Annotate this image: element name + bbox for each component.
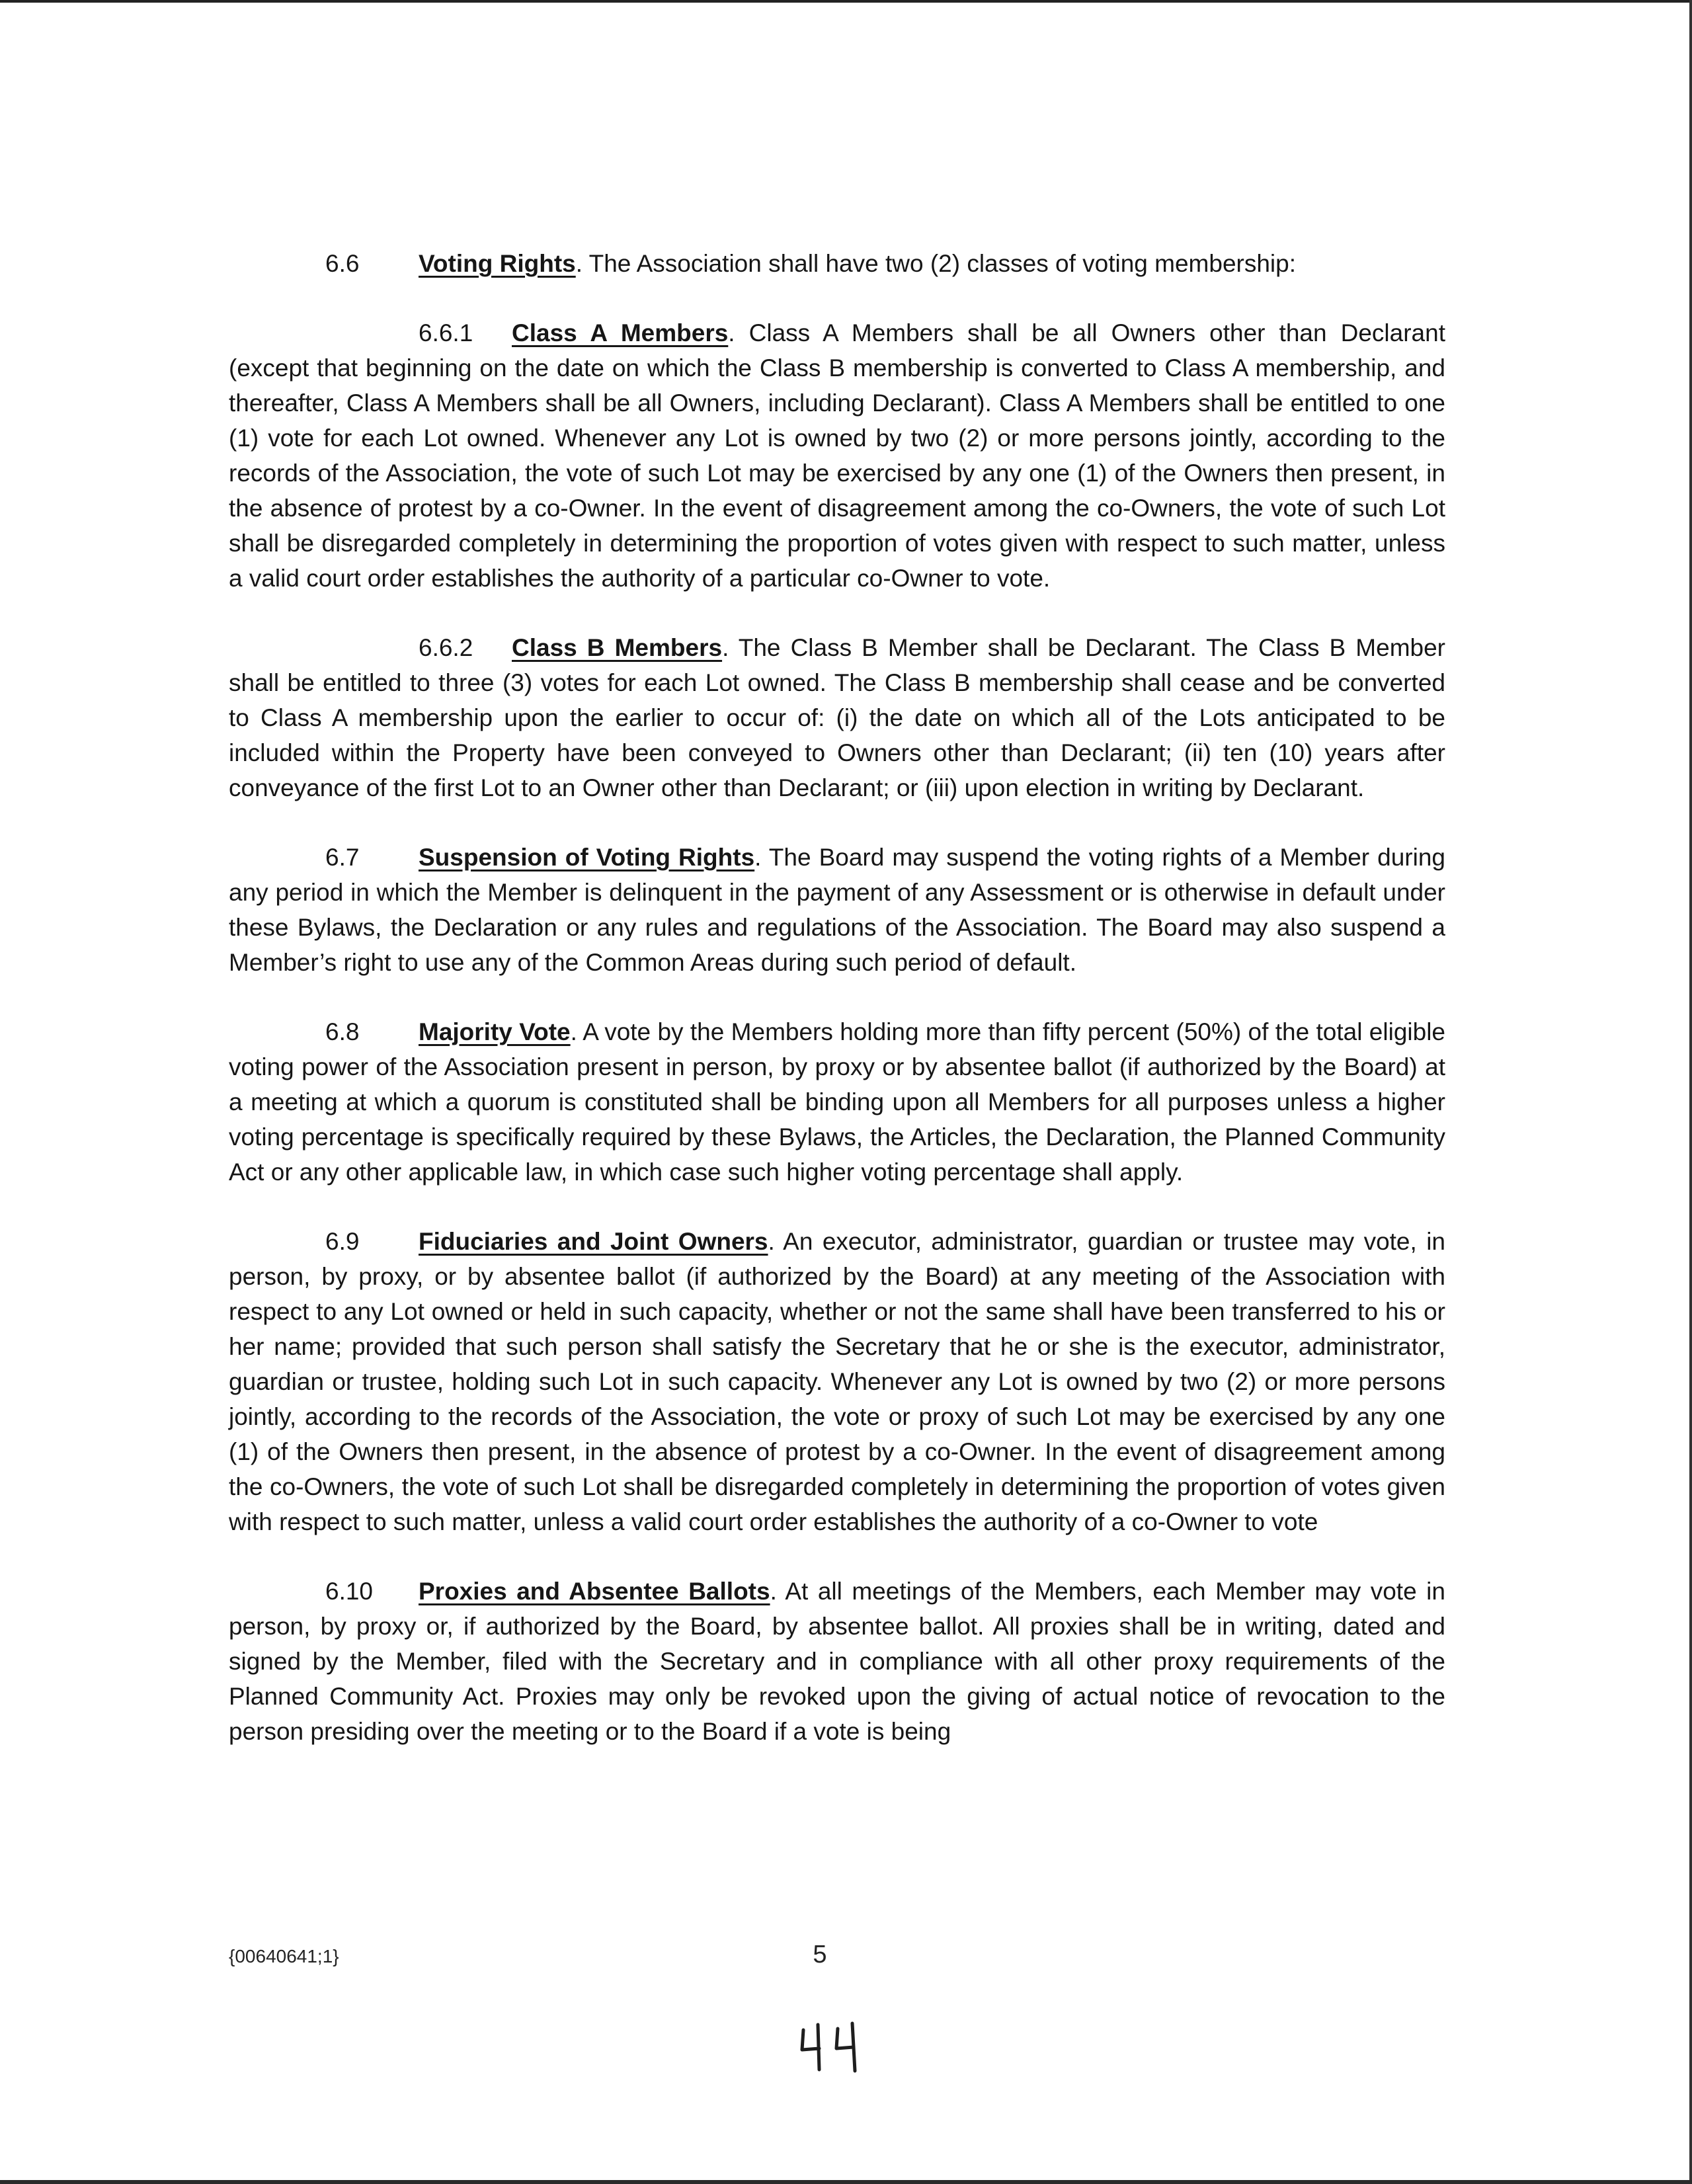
scan-edge-bottom (0, 2180, 1692, 2184)
section-6-9 (229, 1224, 1445, 1539)
section-text: . The Board may suspend the voting rights of a Member during any period in which the Member is delinquent in the payment of any Assessment or is otherwise in default under these Bylaws, the Declaration or any rules and regulations of the Association. The Board may also suspend a Member’s right to use any of the Common Areas during such period of default. (229, 844, 1445, 976)
section-text: . The Class B Member shall be Declarant. The Class B Member shall be entitled to three (3) votes for each Lot owned. The Class B membership shall cease and be converted to Class A membership upon the earlier to occur of: (i) the date on which all of the Lots anticipated to be included within the Property have been conveyed to Owners other than Declarant; (ii) ten (10) years after conveyance of the first Lot to an Owner other than Declarant; or (iii) upon election in writing by Declarant. (229, 634, 1446, 801)
section-heading: Fiduciaries and Joint Owners (419, 1228, 768, 1255)
document-code: {00640641;1} (229, 1946, 339, 1966)
section-text: . The Association shall have two (2) classes of voting membership: (575, 250, 1296, 277)
section-6-6-2 (229, 630, 1445, 805)
section-number: 6.8 (325, 1018, 360, 1045)
section-6-6 (229, 246, 1445, 281)
section-text: . A vote by the Members holding more than fifty percent (50%) of the total eligible voting power of the Association present in person, by proxy or by absentee ballot (if authorized by the Board) at a meeting at which a quorum is constituted shall be binding upon all Members for all purposes unless a higher voting percentage is specifically required by these Bylaws, the Articles, the Declaration, the Planned Community Act or any other applicable law, in which case such higher voting percentage shall apply. (229, 1018, 1445, 1186)
section-6-6-1 (229, 315, 1445, 596)
section-number: 6.9 (325, 1228, 360, 1255)
section-number: 6.6.1 (419, 319, 473, 346)
section-heading: Suspension of Voting Rights (419, 844, 755, 871)
section-text: . At all meetings of the Members, each Member may vote in person, by proxy or, if authorized by the Board, by absentee ballot. All proxies shall be in writing, dated and signed by the Member, filed with the Secretary and in compliance with all other proxy requirements of the Planned Community Act. Proxies may only be revoked upon the giving of actual notice of revocation to the person presiding over the meeting or to the Board if a vote is being (229, 1578, 1445, 1745)
section-heading: Majority Vote (419, 1018, 571, 1045)
section-heading: Voting Rights (419, 250, 576, 277)
section-number: 6.6.2 (419, 634, 473, 661)
section-6-10 (229, 1574, 1445, 1749)
section-heading: Proxies and Absentee Ballots (419, 1578, 770, 1605)
document-body (229, 246, 1445, 1783)
section-number: 6.7 (325, 844, 360, 871)
scan-edge-right (1689, 0, 1692, 2184)
handwritten-page-note (797, 2015, 889, 2075)
scan-edge-top (0, 0, 1692, 3)
section-heading: Class A Members (512, 319, 729, 346)
section-number: 6.6 (325, 250, 360, 277)
page-number: 5 (813, 1941, 827, 1968)
section-text: . An executor, administrator, guardian or trustee may vote, in person, by proxy, or by absentee ballot (if authorized by the Board) at any meeting of the Association with respect to any Lot owned or held in such capacity, whether or not the same shall have been transferred to his or her name; provided that such person shall satisfy the Secretary that he or she is the executor, administrator, guardian or trustee, holding such Lot in such capacity. Whenever any Lot is owned by two (2) or more persons jointly, according to the records of the Association, the vote or proxy of such Lot may be exercised by any one (1) of the Owners then present, in the absence of protest by a co-Owner. In the event of disagreement among the co-Owners, the vote of such Lot shall be disregarded completely in determining the proportion of votes given with respect to such matter, unless a valid court order establishes the authority of a co-Owner to vote (229, 1228, 1446, 1535)
section-number: 6.10 (325, 1578, 374, 1605)
section-heading: Class B Members (512, 634, 723, 661)
section-text: . Class A Members shall be all Owners other than Declarant (except that beginning on the date on which the Class B membership is converted to Class A membership, and thereafter, Class A Members shall be all Owners, including Declarant). Class A Members shall be entitled to one (1) vote for each Lot owned. Whenever any Lot is owned by two (2) or more persons jointly, according to the records of the Association, the vote of such Lot may be exercised by any one (1) of the Owners then present, in the absence of protest by a co-Owner. In the event of disagreement among the co-Owners, the vote of such Lot shall be disregarded completely in determining the proportion of votes given with respect to such matter, unless a valid court order establishes the authority of a particular co-Owner to vote. (229, 319, 1445, 592)
section-6-7 (229, 840, 1445, 980)
section-6-8 (229, 1014, 1445, 1190)
